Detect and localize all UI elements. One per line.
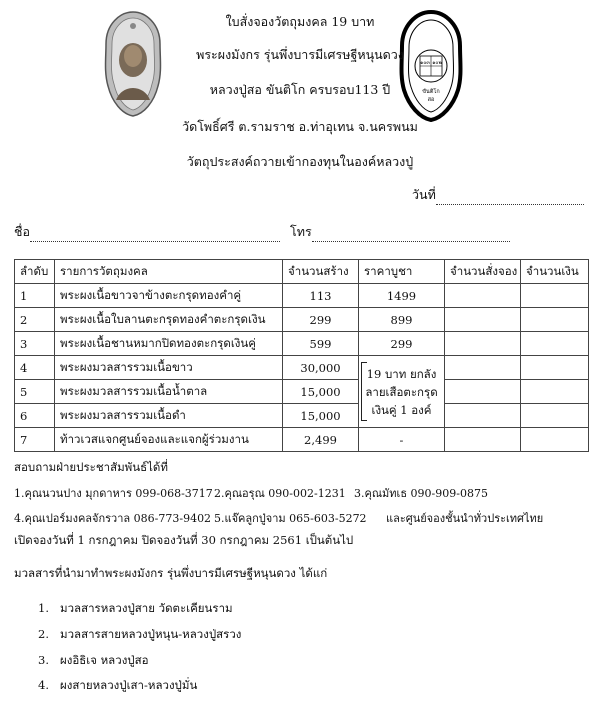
table-row: [15, 308, 589, 332]
table-header-row: [15, 260, 589, 284]
row-no: 4: [15, 356, 55, 380]
contact-2: 2.คุณอรุณ 090-002-1231: [214, 487, 346, 500]
row-amount-cell[interactable]: [521, 380, 589, 404]
name-input-line[interactable]: [30, 229, 280, 242]
date-label: วันที่: [412, 187, 436, 202]
phone-input-line[interactable]: [312, 229, 510, 242]
row-qty: 15,000: [283, 380, 359, 404]
row-item: พระผงมวลสารรวมเนื้อดำ: [55, 404, 283, 428]
row-qty: 2,499: [283, 428, 359, 452]
amulet-yantra-text-2: ๑๐๒: [432, 60, 442, 66]
amulet-yantra-text-1: ๑๐๓: [420, 60, 430, 66]
header-monk-name: หลวงปู่สอ ขันติโก ครบรอบ113 ปี: [209, 82, 391, 97]
row-amount-cell[interactable]: [521, 428, 589, 452]
row-amount-cell[interactable]: [521, 356, 589, 380]
header-title: ใบสั่งจองวัตถุมงคล 19 บาท: [225, 14, 375, 29]
row-qty: 113: [283, 284, 359, 308]
bracket-mark: [361, 362, 367, 421]
row-amount-cell[interactable]: [521, 284, 589, 308]
list-item: [38, 652, 149, 670]
merged-price-cell: [359, 356, 445, 428]
col-header-order-qty: จำนวนสั่งจอง: [445, 260, 521, 284]
header-temple: วัดโพธิ์ศรี ต.รามราช อ.ท่าอุเทน จ.นครพนม: [182, 119, 418, 134]
header-amulet-name: พระผงมังกร รุ่นพึ่งบารมีเศรษฐีหนุนดวง: [196, 47, 404, 62]
row-no: 2: [15, 308, 55, 332]
col-header-amount: จำนวนเงิน: [521, 260, 589, 284]
row-item: พระผงมวลสารรวมเนื้อขาว: [55, 356, 283, 380]
order-table: [14, 259, 589, 452]
row-no: 7: [15, 428, 55, 452]
row-item: พระผงเนื้อขาวจาข้างตะกรุดทองคำคู่: [55, 284, 283, 308]
row-item: พระผงมวลสารรวมเนื้อน้ำตาล: [55, 380, 283, 404]
row-order-qty-cell[interactable]: [445, 284, 521, 308]
name-field[interactable]: [14, 222, 280, 242]
row-price: 1499: [359, 284, 445, 308]
row-qty: 299: [283, 308, 359, 332]
table-row: [15, 284, 589, 308]
table-row: [15, 332, 589, 356]
row-no: 1: [15, 284, 55, 308]
list-item-text: มวลสารสายหลวงปู่หนุน-หลวงปู่สรวง: [60, 627, 242, 641]
row-price: 299: [359, 332, 445, 356]
row-qty: 15,000: [283, 404, 359, 428]
row-order-qty-cell[interactable]: [445, 404, 521, 428]
list-item-number: 4.: [38, 678, 49, 692]
materials-heading: มวลสารที่นำมาทำพระผงมังกร รุ่นพึ่งบารมีเศรษฐีหนุนดวง ได้แก่: [14, 566, 328, 580]
list-item: [38, 626, 241, 644]
name-label: ชื่อ: [14, 224, 30, 239]
phone-label: โทร: [290, 224, 312, 239]
row-order-qty-cell[interactable]: [445, 428, 521, 452]
row-price: -: [359, 428, 445, 452]
row-no: 3: [15, 332, 55, 356]
list-item: [38, 677, 197, 695]
row-order-qty-cell[interactable]: [445, 356, 521, 380]
col-header-qty-made: จำนวนสร้าง: [283, 260, 359, 284]
header-purpose: วัตถุประสงค์ถวายเข้ากองทุนในองค์หลวงปู่: [186, 154, 414, 169]
row-item: พระผงเนื้อใบลานตะกรุดทองคำตะกรุดเงิน: [55, 308, 283, 332]
phone-field[interactable]: [290, 222, 510, 242]
list-item-text: มวลสารหลวงปู่สาย วัดตะเคียนราม: [60, 601, 233, 615]
list-item-number: 2.: [38, 627, 49, 641]
row-amount-cell[interactable]: [521, 332, 589, 356]
list-item-number: 1.: [38, 601, 49, 615]
row-no: 5: [15, 380, 55, 404]
list-item-text: ผงอิธิเจ หลวงปู่สอ: [60, 653, 149, 667]
row-amount-cell[interactable]: [521, 308, 589, 332]
row-item: พระผงเนื้อชานหมากปิดทองตะกรุดเงินคู่: [55, 332, 283, 356]
row-price: 899: [359, 308, 445, 332]
contact-5: 5.แจ๊คลูกปู่จาม 065-603-5272: [214, 512, 367, 525]
date-field[interactable]: [412, 185, 584, 205]
booking-period: เปิดจองวันที่ 1 กรกฎาคม ปิดจองวันที่ 30 กรกฎาคม 2561 เป็นต้นไป: [14, 533, 354, 547]
contact-3: 3.คุณมัทเธ 090-909-0875: [354, 487, 488, 500]
row-qty: 30,000: [283, 356, 359, 380]
merged-price-text: 19 บาท ยกลังลายเสือตะกรุดเงินคู่ 1 องค์: [365, 366, 438, 417]
list-item-text: ผงสายหลวงปู่เสา-หลวงปู่มั่น: [60, 678, 198, 692]
table-row: [15, 404, 589, 428]
row-order-qty-cell[interactable]: [445, 332, 521, 356]
date-input-line[interactable]: [436, 192, 584, 205]
col-header-price: ราคาบูชา: [359, 260, 445, 284]
list-item: [38, 600, 233, 618]
amulet-yantra-text-4: สอ: [427, 97, 435, 103]
table-row: [15, 428, 589, 452]
row-order-qty-cell[interactable]: [445, 380, 521, 404]
col-header-item: รายการวัตถุมงคล: [55, 260, 283, 284]
row-qty: 599: [283, 332, 359, 356]
contact-6: และศูนย์จองชั้นนำทั่วประเทศไทย: [386, 512, 544, 525]
contact-4: 4.คุณเปอร์มงคลจักรวาล 086-773-9402: [14, 512, 212, 525]
row-item: ท้าวเวสแจกศูนย์จองและแจกผู้ร่วมงาน: [55, 428, 283, 452]
list-item-number: 3.: [38, 653, 49, 667]
contact-1: 1.คุณนวนปาง มุกดาหาร 099-068-3717: [14, 487, 213, 500]
row-amount-cell[interactable]: [521, 404, 589, 428]
amulet-yantra-text-3: ขันติโก: [422, 89, 440, 95]
row-no: 6: [15, 404, 55, 428]
col-header-no: ลำดับ: [15, 260, 55, 284]
table-row: [15, 380, 589, 404]
contacts-heading: สอบถามฝ่ายประชาสัมพันธ์ได้ที่: [14, 460, 168, 474]
table-row: [15, 356, 589, 380]
row-order-qty-cell[interactable]: [445, 308, 521, 332]
